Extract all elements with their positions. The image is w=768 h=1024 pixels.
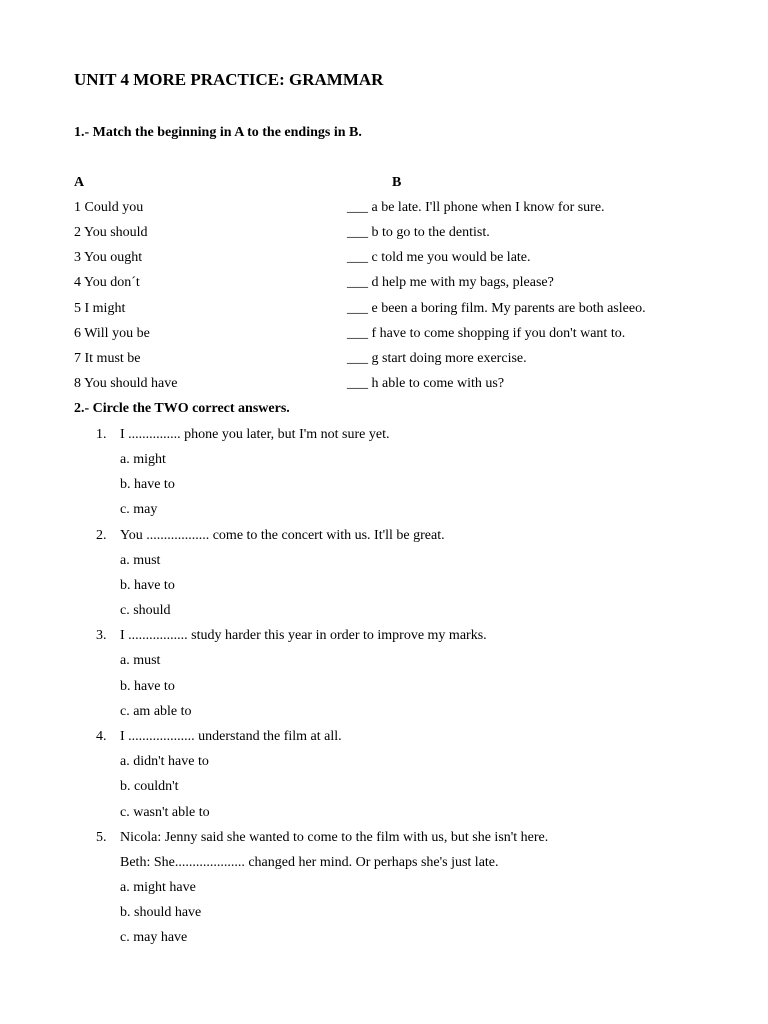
match-row-a-6: 6 Will you be bbox=[74, 326, 150, 341]
question-number-4: 4. bbox=[96, 729, 107, 744]
question-number-3: 3. bbox=[96, 628, 107, 643]
question-1-option-c[interactable]: c. may bbox=[120, 502, 158, 517]
match-row-a-7: 7 It must be bbox=[74, 351, 141, 366]
match-row-b-3: ___ c told me you would be late. bbox=[347, 250, 531, 265]
match-row-b-6: ___ f have to come shopping if you don't want to. bbox=[347, 326, 626, 341]
question-2-text: You .................. come to the concert with us. It'll be great. bbox=[120, 528, 445, 543]
question-2-option-a[interactable]: a. must bbox=[120, 553, 161, 568]
column-b-label: B bbox=[392, 175, 402, 190]
question-5-option-a[interactable]: a. might have bbox=[120, 880, 196, 895]
question-3-option-a[interactable]: a. must bbox=[120, 653, 161, 668]
match-row-b-5: ___ e been a boring film. My parents are both asleeo. bbox=[347, 301, 646, 316]
match-row-b-4: ___ d help me with my bags, please? bbox=[347, 275, 554, 290]
question-1-option-b[interactable]: b. have to bbox=[120, 477, 175, 492]
question-4-option-b[interactable]: b. couldn't bbox=[120, 779, 179, 794]
question-5-option-b[interactable]: b. should have bbox=[120, 905, 202, 920]
question-number-5: 5. bbox=[96, 830, 107, 845]
match-row-b-7: ___ g start doing more exercise. bbox=[347, 351, 527, 366]
question-5-line-2: Beth: She.................... changed her mind. Or perhaps she's just late. bbox=[120, 855, 499, 870]
match-row-b-8: ___ h able to come with us? bbox=[347, 376, 505, 391]
question-2-option-c[interactable]: c. should bbox=[120, 603, 171, 618]
match-row-a-4: 4 You don´t bbox=[74, 275, 140, 290]
page-title: UNIT 4 MORE PRACTICE: GRAMMAR bbox=[74, 70, 384, 89]
question-3-text: I ................. study harder this year in order to improve my marks. bbox=[120, 628, 487, 643]
question-5-option-c[interactable]: c. may have bbox=[120, 930, 188, 945]
match-row-a-3: 3 You ought bbox=[74, 250, 143, 265]
question-3-option-c[interactable]: c. am able to bbox=[120, 704, 192, 719]
question-3-option-b[interactable]: b. have to bbox=[120, 679, 175, 694]
exercise-2-instruction: 2.- Circle the TWO correct answers. bbox=[74, 401, 290, 416]
question-number-1: 1. bbox=[96, 427, 107, 442]
question-1-option-a[interactable]: a. might bbox=[120, 452, 166, 467]
question-4-option-c[interactable]: c. wasn't able to bbox=[120, 805, 210, 820]
match-row-b-2: ___ b to go to the dentist. bbox=[347, 225, 490, 240]
question-1-text: I ............... phone you later, but I'm not sure yet. bbox=[120, 427, 390, 442]
match-row-a-5: 5 I might bbox=[74, 301, 126, 316]
question-number-2: 2. bbox=[96, 528, 107, 543]
question-4-option-a[interactable]: a. didn't have to bbox=[120, 754, 209, 769]
question-5-line-1: Nicola: Jenny said she wanted to come to the film with us, but she isn't here. bbox=[120, 830, 549, 845]
exercise-1-instruction: 1.- Match the beginning in A to the endings in B. bbox=[74, 125, 362, 140]
match-row-a-8: 8 You should have bbox=[74, 376, 178, 391]
match-row-a-2: 2 You should bbox=[74, 225, 148, 240]
question-4-text: I ................... understand the film at all. bbox=[120, 729, 342, 744]
match-row-a-1: 1 Could you bbox=[74, 200, 144, 215]
match-row-b-1: ___ a be late. I'll phone when I know for sure. bbox=[347, 200, 605, 215]
question-2-option-b[interactable]: b. have to bbox=[120, 578, 175, 593]
column-a-label: A bbox=[74, 175, 85, 190]
